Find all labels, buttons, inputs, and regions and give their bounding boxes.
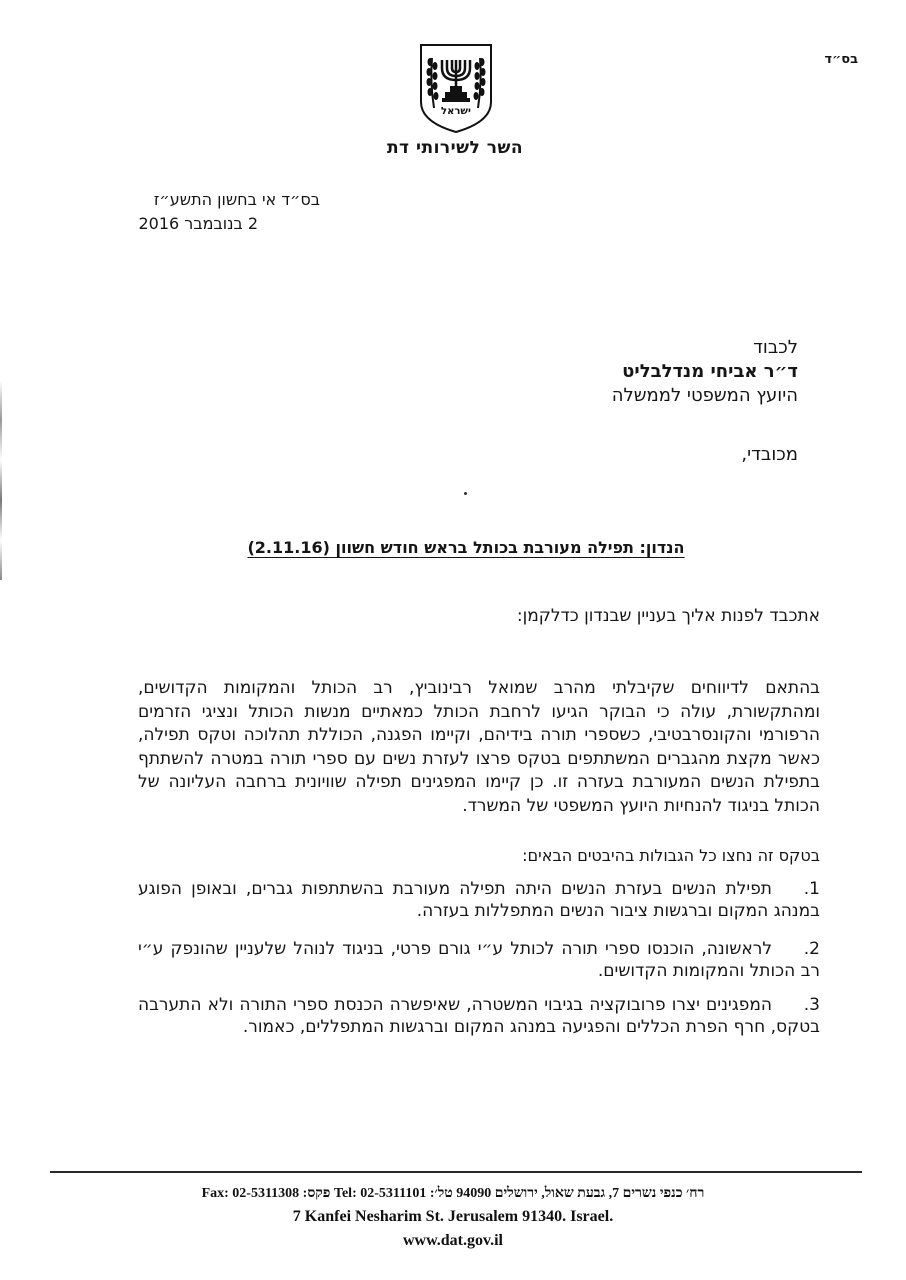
scan-edge-artifact	[0, 380, 2, 580]
footer-address-english: 7 Kanfei Nesharim St. Jerusalem 91340. Israel.	[292, 1208, 614, 1225]
list-item-number: 3.	[803, 995, 820, 1015]
subject-line: הנדון: תפילה מעורבת בכותל בראש חודש חשוון (2.11.16)	[247, 538, 685, 557]
footer-address-hebrew: רח׳ כנפי נשרים 7, גבעת שאול, ירושלים 94090 טל׳: Tel: 02-5311101 פקס: Fax: 02-5311308	[201, 1186, 705, 1201]
recipient-block	[478, 336, 798, 408]
list-item	[138, 994, 820, 1038]
footer-website-link[interactable]: www.dat.gov.il	[402, 1232, 503, 1249]
list-item-number: 2.	[803, 939, 820, 959]
list-item-text: תפילת הנשים בעזרת הנשים היתה תפילה מעורבת בהשתתפות גברים, ובאופן הפוגע במנהג המקום וברגשות ציבור הנשים המתפללות בעזרה.	[138, 879, 820, 921]
svg-text:ישראל: ישראל	[441, 106, 471, 117]
hebrew-date: בס״ד אי בחשון התשע״ז	[153, 190, 320, 209]
recipient-honorific: לכבוד	[753, 337, 798, 358]
emblem-icon	[418, 42, 494, 134]
list-item-text: לראשונה, הוכנסו ספרי תורה לכותל ע״י גורם פרטי, בניגוד לנוהל שלעניין שהונפק ע״י רב הכותל והמקומות הקדושים.	[138, 939, 820, 981]
scan-speck	[464, 492, 467, 495]
list-item-text: המפגינים יצרו פרובוקציה בגיבוי המשטרה, שאיפשרה הכנסת ספרי התורה ולא התערבה בטקס, חרף הפרת הכללים והפגיעה במנהג המקום וברגשות המתפללים, כאמור.	[138, 995, 820, 1037]
footer-divider	[50, 1171, 862, 1173]
recipient-title: היועץ המשפטי לממשלה	[611, 385, 798, 406]
list-item	[138, 938, 820, 982]
intro-sentence: אתכבד לפנות אליך בעניין שבנדון כדלקמן:	[516, 606, 820, 626]
salutation: מכובדי,	[741, 444, 798, 465]
gregorian-date: 2 בנובמבר 2016	[138, 214, 258, 233]
list-lead: בטקס זה נחצו כל הגבולות בהיבטים הבאים:	[522, 846, 820, 865]
list-item-number: 1.	[803, 879, 820, 899]
body-paragraph: בהתאם לדיווחים שקיבלתי מהרב שמואל רבינוביץ, רב הכותל והמקומות הקדושים, ומהתקשורת, עולה כי הבוקר הגיעו לרחבת הכותל כמאתיים מנשות הכותל ונציגי הזרמים הרפורמי והקונסרבטיבי, כשספרי תורה בידיהם, וקיימו הפגנה, הכוללת תהלוכה וטקס תפילה, כאשר מקצת מהגברים המשתתפים בטקס פרצו לעזרת נשים עם ספרי תורה במטרה להשתתף בתפילת הנשים המעורבת בעזרה זו. כן קיימו המפגינים תפילה שוויונית ברחבה העליונה של הכותל בניגוד להנחיות היועץ המשפטי של המשרד.	[138, 678, 820, 816]
ministry-title: השר לשירותי דת	[386, 138, 524, 158]
corner-mark: בס״ד	[824, 52, 858, 67]
recipient-name: ד״ר אביחי מנדלבליט	[622, 361, 798, 382]
list-item	[138, 878, 820, 922]
